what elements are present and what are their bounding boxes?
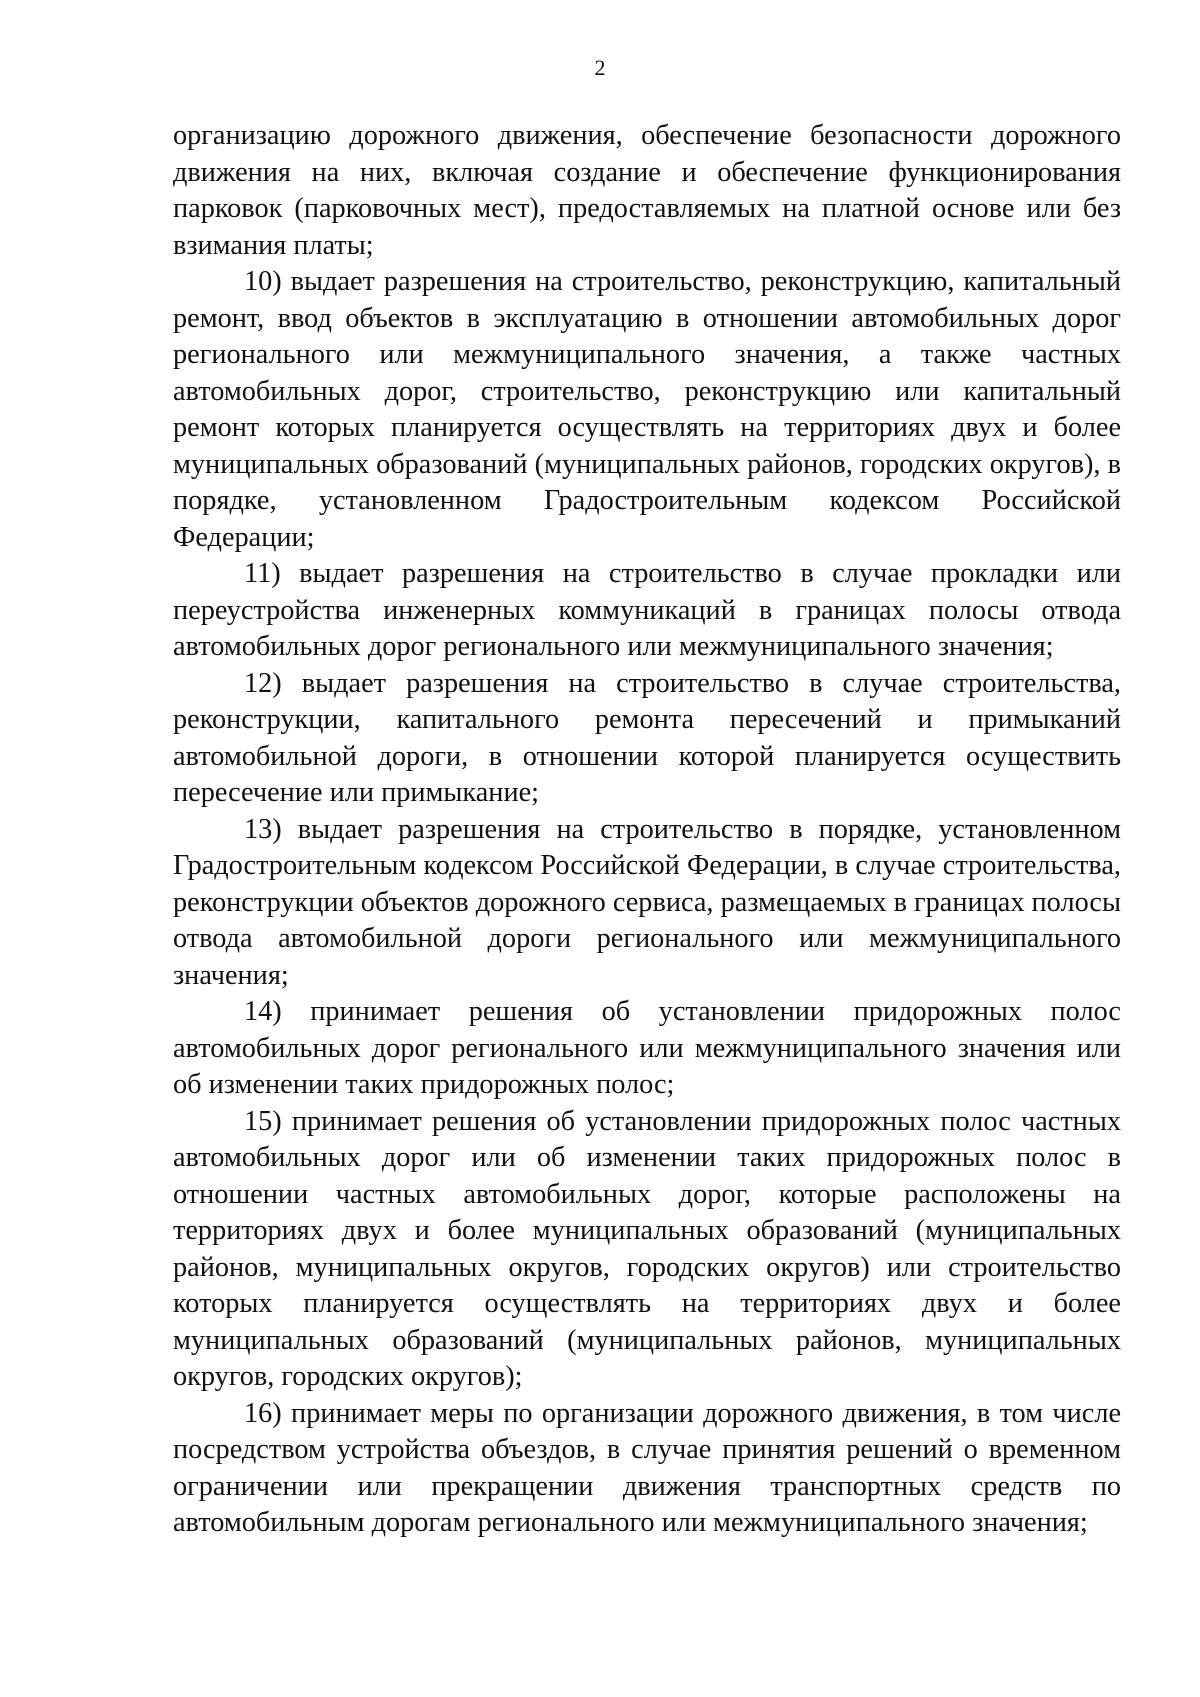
paragraph-item-13: 13) выдает разрешения на строительство в порядке, установленном Градостроительным кодексом Российской Федерации, в случае строительства, реконструкции объектов дорожного сервиса, размещаемых в границах полосы отвода автомобильной дороги регионального или межмуниципального значения; (173, 813, 1122, 991)
paragraph-item-11: 11) выдает разрешения на строительство в случае прокладки или переустройства инженерных коммуникаций в границах полосы отвода автомобильных дорог регионального или межмуниципального значения; (173, 558, 1121, 662)
paragraph-item-14: 14) принимает решения об установлении придорожных полос автомобильных дорог регионального или межмуниципального значения или об изменении таких придорожных полос; (173, 996, 1121, 1100)
paragraph-item-10: 10) выдает разрешения на строительство, реконструкцию, капитальный ремонт, ввод объектов в эксплуатацию в отношении автомобильных дорог регионального или межмуниципального значения, а также частных автомобильных дорог, строительство, реконструкцию или капитальный ремонт которых планируется осуществлять на территориях двух и более муниципальных образований (муниципальных районов, городских округов), в порядке, установленном Градостроительным кодексом Российской Федерации; (173, 266, 1121, 553)
paragraph-item-15: 15) принимает решения об установлении придорожных полос частных автомобильных дорог или об изменении таких придорожных полос в отношении частных автомобильных дорог, которые расположены на территориях двух и более муниципальных образований (муниципальных районов, муниципальных округов, городских округов) или строительство которых планируется осуществлять на территориях двух и более муниципальных образований (муниципальных районов, муниципальных округов, городских округов); (173, 1105, 1121, 1392)
page-number: 2 (594, 55, 606, 80)
paragraph-item-12: 12) выдает разрешения на строительство в случае строительства, реконструкции, капитального ремонта пересечений и примыканий автомобильной дороги, в отношении которой планируется осуществить пересечение или примыкание; (173, 667, 1121, 808)
paragraph-item-16: 16) принимает меры по организации дорожного движения, в том числе посредством устройства объездов, в случае принятия решений о временном ограничении или прекращении движения транспортных средств по автомобильным дорогам регионального или межмуниципального значения; (173, 1397, 1121, 1538)
paragraph-continuation: организацию дорожного движения, обеспечение безопасности дорожного движения на них, включая создание и обеспечение функционирования парковок (парковочных мест), предоставляемых на платной основе или без взимания платы; (173, 120, 1121, 261)
document-body (173, 118, 1121, 1542)
